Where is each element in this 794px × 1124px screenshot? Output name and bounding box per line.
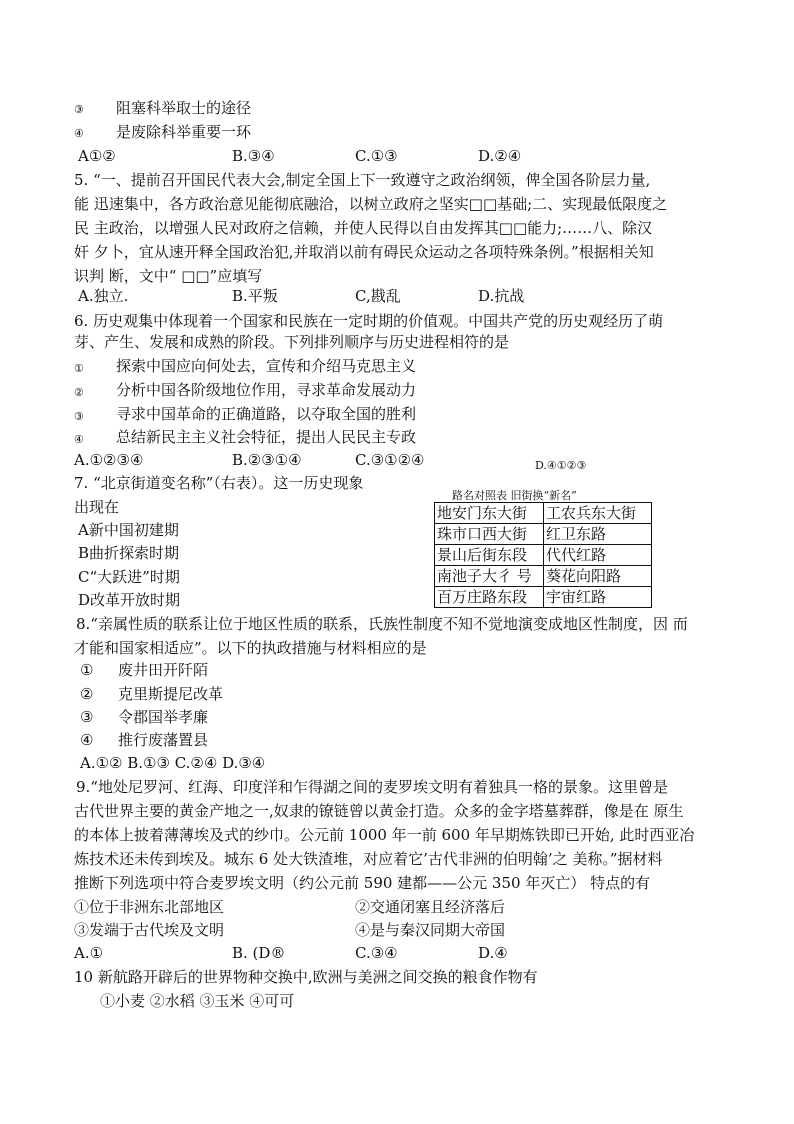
old-name-cell: 百万庄路东段	[435, 587, 544, 608]
option-c: C.③④	[355, 944, 398, 962]
new-name-cell: 红卫东路	[544, 524, 652, 545]
option-b: B.平叛	[232, 287, 278, 305]
question-5-line: 识判 断，文中“ □□”应填写	[74, 267, 263, 285]
item-number: ③	[80, 708, 94, 726]
question-8-line: 8.“亲属性质的联系让位于地区性质的联系，氏族性制度不知不觉地演变成地区性制度，因 而	[76, 615, 688, 633]
question-9-line: 古代世界主要的黄金产地之一,奴隶的镣链曾以黄金打造。众多的金字塔墓葬群，像是在 原生	[74, 802, 684, 820]
old-name-cell: 珠市口西大街	[435, 524, 544, 545]
option-b: B曲折探索时期	[78, 544, 180, 562]
option-d: D.抗战	[478, 287, 525, 305]
item-number: ③	[74, 410, 84, 423]
item-text: 推行废藩置县	[118, 731, 209, 749]
table-row	[435, 587, 652, 608]
question-5-line: 5. “一、提前召开国民代表大会,制定全国上下一致遵守之政治纲领，俾全国各阶层力量,	[74, 171, 651, 189]
question-10-items: ①小麦 ②水稻 ③玉米 ④可可	[100, 992, 295, 1010]
item-text: 总结新民主主义社会特征，提出人民民主专政	[116, 428, 417, 446]
question-7-line: 出现在	[74, 498, 120, 516]
question-6-line: 6. 历史观集中体现着一个国家和民族在一定时期的价值观。中国共产党的历史观经历了萌	[74, 312, 664, 330]
item-number: ③	[74, 103, 84, 116]
option-c: C.③①②④	[355, 451, 425, 469]
item-text: 探索中国应向何处去，宣传和介绍马克思主义	[116, 357, 417, 375]
option-a: A.独立.	[78, 287, 129, 305]
question-7-line: 7. “北京街道变名称”（右表）。这一历史现象	[74, 474, 364, 492]
option-c: C“大跃进”时期	[78, 568, 180, 586]
question-5-line: 奸 夕卜，宜从速开释全国政治犯,并取消以前有碍民众运动之各项特殊条例。”根据相关知	[74, 243, 654, 261]
item-text: 令郡国举孝廉	[118, 708, 209, 726]
item-text: 是废除科举重要一环	[116, 123, 252, 141]
question-9-line: 推断下列选项中符合麦罗埃文明（约公元前 590 建都——公元 350 年灭亡） 特点的有	[74, 874, 651, 892]
question-6-line: 芽、产生、发展和成熟的阶段。下列排列顺序与历史进程相符的是	[74, 333, 510, 351]
item-number: ④	[74, 127, 84, 140]
table-row	[435, 545, 652, 566]
option-b: B.③④	[232, 147, 275, 165]
statement-1: ①位于非洲东北部地区	[74, 898, 225, 916]
item-number: ④	[74, 433, 84, 446]
item-number: ①	[80, 661, 94, 679]
item-number: ④	[80, 731, 94, 749]
item-number: ②	[80, 685, 94, 703]
statement-3: ③发端于古代埃及文明	[74, 921, 225, 939]
question-9-line: 炼技术还未传到埃及。城东 6 处大铁渣堆，对应着它’古代非洲的伯明翰’之 美称。”据材料	[74, 850, 663, 868]
question-9-line: 的本体上披着薄薄埃及式的纱巾。公元前 1000 年一前 600 年早期炼铁即已开始, 此时西亚冶	[74, 826, 695, 844]
question-8-line: 才能和国家相适应”。以下的执政措施与材料相应的是	[74, 639, 427, 657]
new-name-cell: 工农兵东大街	[544, 503, 652, 524]
question-9-line: 9.“地处尼罗河、红海、印度洋和乍得湖之间的麦罗埃文明有着独具一格的景象。这里曾是	[76, 778, 668, 796]
table-row	[435, 566, 652, 587]
table-title: 路名对照表 旧街换“新名”	[452, 489, 577, 502]
item-text: 阻塞科举取士的途径	[116, 99, 252, 117]
option-d: D.④	[478, 944, 508, 962]
option-d: D改革开放时期	[78, 591, 181, 609]
item-text: 分析中国各阶级地位作用，寻求革命发展动力	[116, 381, 417, 399]
option-c: C,戡乱	[355, 287, 401, 305]
option-c: C.①③	[355, 147, 398, 165]
table-row	[435, 503, 652, 524]
old-name-cell: 地安门东大街	[435, 503, 544, 524]
option-b: B. (D®	[232, 944, 286, 962]
option-a: A新中国初建期	[78, 521, 179, 539]
road-name-table	[434, 502, 652, 608]
options-row: A.①② B.①③ C.②④ D.③④	[80, 754, 266, 772]
question-5-line: 能 迅速集中，各方政治意见能彻底融洽，以树立政府之坚实□□基础;二、实现最低限度之	[74, 195, 668, 213]
option-a: A①②	[78, 147, 116, 165]
option-b: B.②③①④	[232, 451, 302, 469]
option-d: D.④①②③	[535, 459, 587, 472]
item-text: 寻求中国革命的正确道路，以夺取全国的胜利	[116, 405, 417, 423]
statement-2: ②交通闭塞且经济落后	[355, 898, 506, 916]
option-a: A.①②③④	[74, 451, 144, 469]
question-10-line: 10 新航路开辟后的世界物种交换中,欧洲与美洲之间交换的粮食作物有	[74, 968, 538, 986]
option-a: A.①	[74, 944, 104, 962]
question-5-line: 民 主政治，以增强人民对政府之信赖，并使人民得以自由发挥其□□能力;……八、除汉	[74, 219, 653, 237]
old-name-cell: 南池子大彳 号	[435, 566, 544, 587]
new-name-cell: 葵花向阳路	[544, 566, 652, 587]
item-text: 废井田开阡陌	[118, 661, 209, 679]
new-name-cell: 代代红路	[544, 545, 652, 566]
item-number: ①	[74, 362, 84, 375]
item-number: ②	[74, 386, 84, 399]
statement-4: ④是与秦汉同期大帝国	[355, 921, 506, 939]
option-d: D.②④	[478, 147, 522, 165]
item-text: 克里斯提尼改革	[118, 685, 224, 703]
old-name-cell: 景山后街东段	[435, 545, 544, 566]
table-row	[435, 524, 652, 545]
new-name-cell: 宇宙红路	[544, 587, 652, 608]
